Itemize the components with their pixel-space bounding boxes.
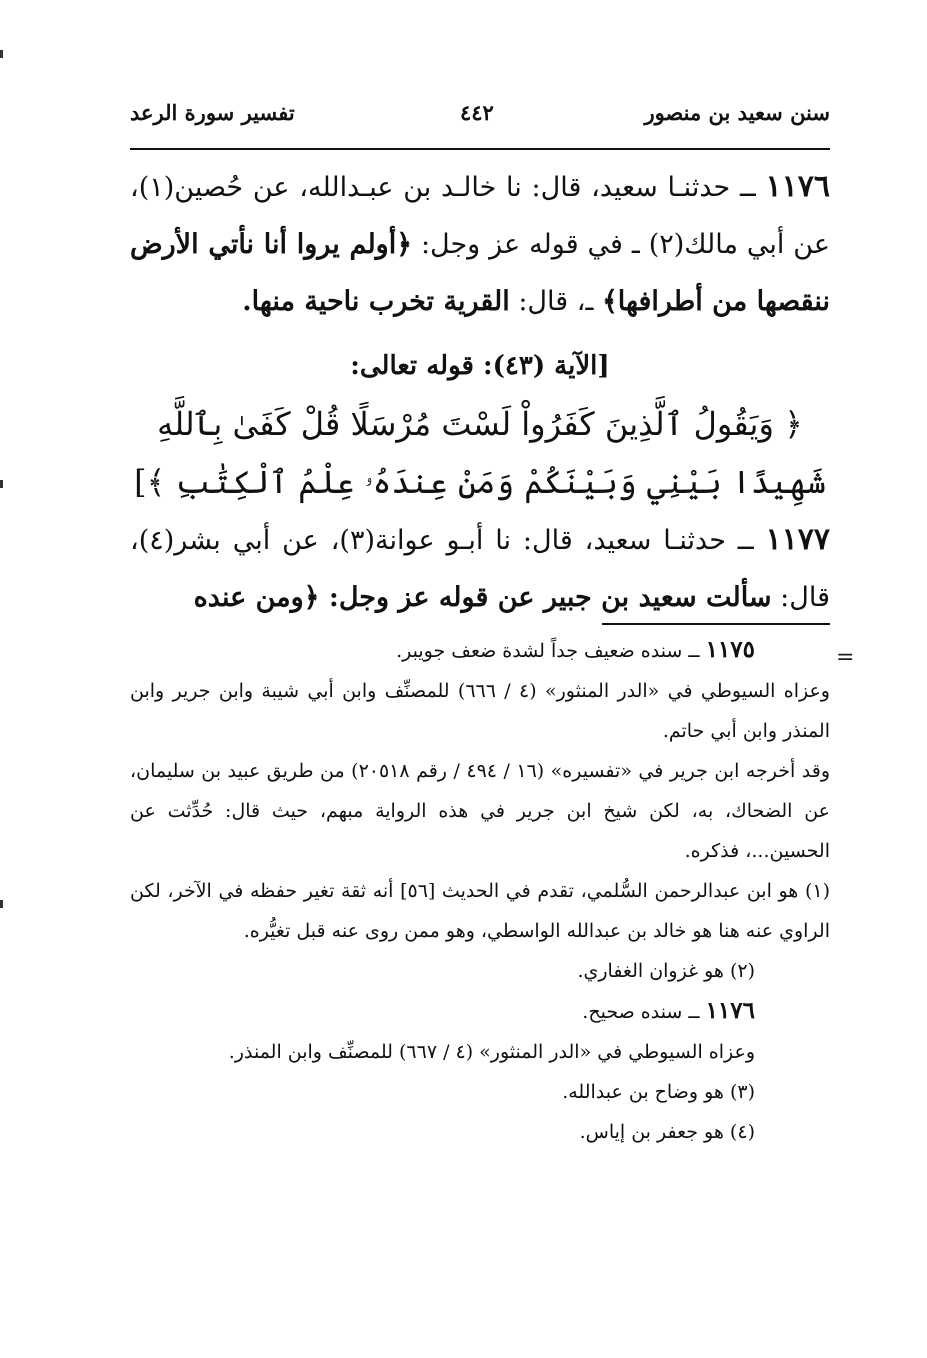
- main-text: [130, 158, 830, 626]
- scan-mark: [0, 480, 3, 488]
- hadith-1177: [130, 511, 830, 626]
- hadith-bold-text: سألت سعيد بن جبير عن قوله عز وجل: ﴿ومن عنده: [193, 582, 772, 613]
- hadith-1176: [130, 158, 830, 330]
- quran-verse-line-1: ﴿ وَيَقُولُ ٱلَّذِينَ كَفَرُواْ لَسْتَ مُرْسَلًا قُلْ كَفَىٰ بِٱللَّهِ: [157, 405, 803, 443]
- scan-mark: [0, 50, 3, 58]
- footnote-3: (٣) هو وضاح بن عبدالله.: [562, 1081, 755, 1103]
- footnote-rule: [602, 623, 830, 625]
- note-text: ــ سنده ضعيف جداً لشدة ضعف جويبر.: [396, 640, 706, 662]
- note-1176-attribution: وعزاه السيوطي في «الدر المنثور» (٤ / ٦٦٧) للمصنِّف وابن المنذر.: [228, 1041, 755, 1063]
- section-title: تفسير سورة الرعد: [130, 100, 295, 125]
- hadith-text: ــ حدثنـا سعيد، قال: نا خالـد بن عبـدالله، عن حُصين(١)، عن أبي مالك(٢) ـ في قوله عز وجل:: [130, 172, 830, 260]
- hadith-text-cont: ـ، قال:: [509, 286, 602, 317]
- footnote-2: (٢) هو غزوان الغفاري.: [577, 960, 755, 982]
- hadith-answer: القرية تخرب ناحية منها.: [242, 286, 510, 317]
- quran-quote: ﴿أولم يروا أنا نأتي الأرض ننقصها من أطرافها﴾: [130, 229, 830, 317]
- scan-mark: [0, 900, 3, 908]
- hadith-text: ــ حدثنـا سعيد، قال: نا أبـو عوانة(٣)، عن أبي بشر(٤)، قال:: [130, 525, 830, 613]
- page-header: [130, 100, 830, 140]
- footnote-4: (٤) هو جعفر بن إياس.: [579, 1121, 755, 1143]
- note-1176-line: [130, 991, 830, 1032]
- page-number: ٤٤٢: [460, 100, 494, 125]
- note-1175-line: [130, 630, 830, 671]
- footnotes: [130, 630, 830, 1152]
- note-number: ١١٧٥: [705, 636, 755, 663]
- hadith-number: ١١٧٦: [765, 169, 830, 204]
- edge-mark: =: [836, 645, 855, 670]
- header-rule: [130, 148, 830, 150]
- note-number: ١١٧٦: [705, 997, 755, 1024]
- hadith-number: ١١٧٧: [765, 522, 830, 557]
- quran-verse-line-2: شَهِيدًا بَيْنِي وَبَيْنَكُمْ وَمَنْ عِندَهُۥ عِلْمُ ٱلْكِتَٰبِ ﴾]: [134, 463, 826, 501]
- footnote-1: (١) هو ابن عبدالرحمن السُّلمي، تقدم في الحديث [٥٦] أنه ثقة تغير حفظه في الآخر، لكن الراوي عنه هنا هو خالد بن عبدالله الواسطي، وهو ممن روى عنه قبل تغيُّره.: [130, 880, 830, 942]
- book-title: سنن سعيد بن منصور: [644, 100, 830, 125]
- ayah-heading: [الآية (٤٣): قوله تعالى:: [350, 351, 610, 381]
- note-1175-source: وقد أخرجه ابن جرير في «تفسيره» (١٦ / ٤٩٤ / رقم ٢٠٥١٨) من طريق عبيد بن سليمان، عن الضحاك، به، لكن شيخ ابن جرير في هذه الرواية مبهم، حيث قال: حُدِّثت عن الحسين...، فذكره.: [130, 760, 830, 862]
- note-text: ــ سنده صحيح.: [582, 1001, 706, 1023]
- note-1175-attribution: وعزاه السيوطي في «الدر المنثور» (٤ / ٦٦٦) للمصنِّف وابن أبي شيبة وابن جرير وابن المنذر وابن أبي حاتم.: [130, 680, 830, 742]
